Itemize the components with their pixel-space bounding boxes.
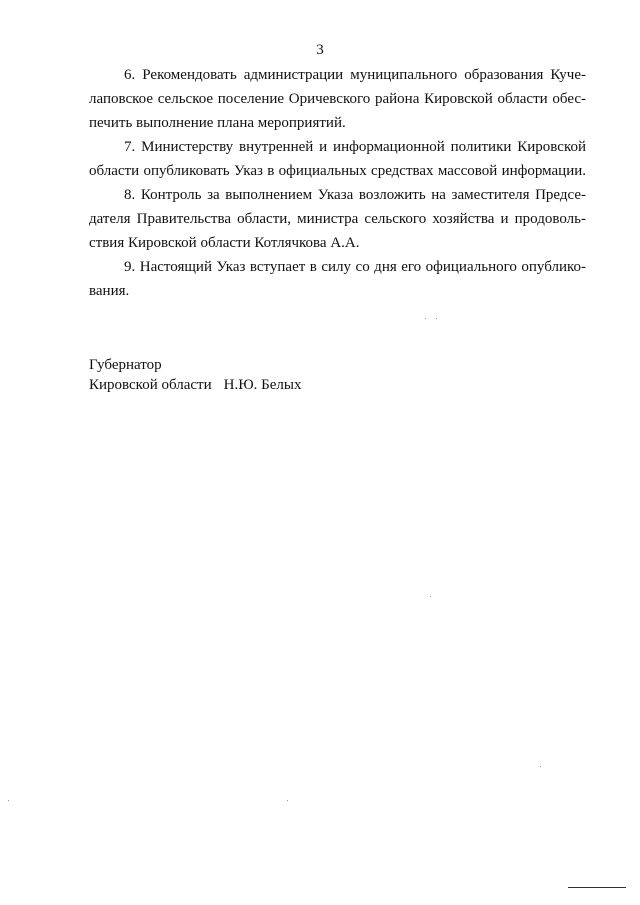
paragraph-line: ствия Кировской области Котлячкова А.А. bbox=[89, 235, 360, 251]
paragraph-line: 7. Министерству внутренней и информационной политики Кировской bbox=[124, 139, 586, 155]
scan-speck bbox=[8, 800, 9, 801]
scan-speck bbox=[425, 318, 426, 319]
footer-rule bbox=[568, 887, 626, 888]
scan-speck bbox=[430, 596, 431, 597]
signatory-region-line bbox=[89, 375, 301, 395]
paragraph-line: печить выполнение плана мероприятий. bbox=[89, 115, 346, 131]
paragraph-line: 6. Рекомендовать администрации муниципального образования Куче- bbox=[124, 67, 586, 83]
paragraph-8 bbox=[89, 183, 586, 255]
scan-speck bbox=[287, 800, 288, 801]
paragraph-line: области опубликовать Указ в официальных средствах массовой информации. bbox=[89, 163, 586, 179]
paragraph-line: дателя Правительства области, министра сельского хозяйства и продоволь- bbox=[89, 211, 586, 227]
paragraph-line: 8. Контроль за выполнением Указа возложить на заместителя Предсе- bbox=[124, 187, 586, 203]
paragraph-6 bbox=[89, 63, 586, 135]
signatory-region: Кировской области bbox=[89, 377, 212, 393]
paragraph-line: лаповское сельское поселение Оричевского района Кировской области обес- bbox=[89, 91, 586, 107]
signature-block bbox=[89, 355, 301, 395]
document-body bbox=[89, 63, 586, 303]
scan-speck bbox=[436, 318, 437, 319]
paragraph-line: вания. bbox=[89, 283, 130, 299]
paragraph-9 bbox=[89, 255, 586, 303]
signatory-title: Губернатор bbox=[89, 357, 162, 373]
paragraph-line: 9. Настоящий Указ вступает в силу со дня его официального опублико- bbox=[124, 259, 586, 275]
scan-speck bbox=[540, 766, 541, 767]
paragraph-7 bbox=[89, 135, 586, 183]
signatory-name: Н.Ю. Белых bbox=[223, 377, 302, 393]
page-number: 3 bbox=[316, 42, 324, 58]
